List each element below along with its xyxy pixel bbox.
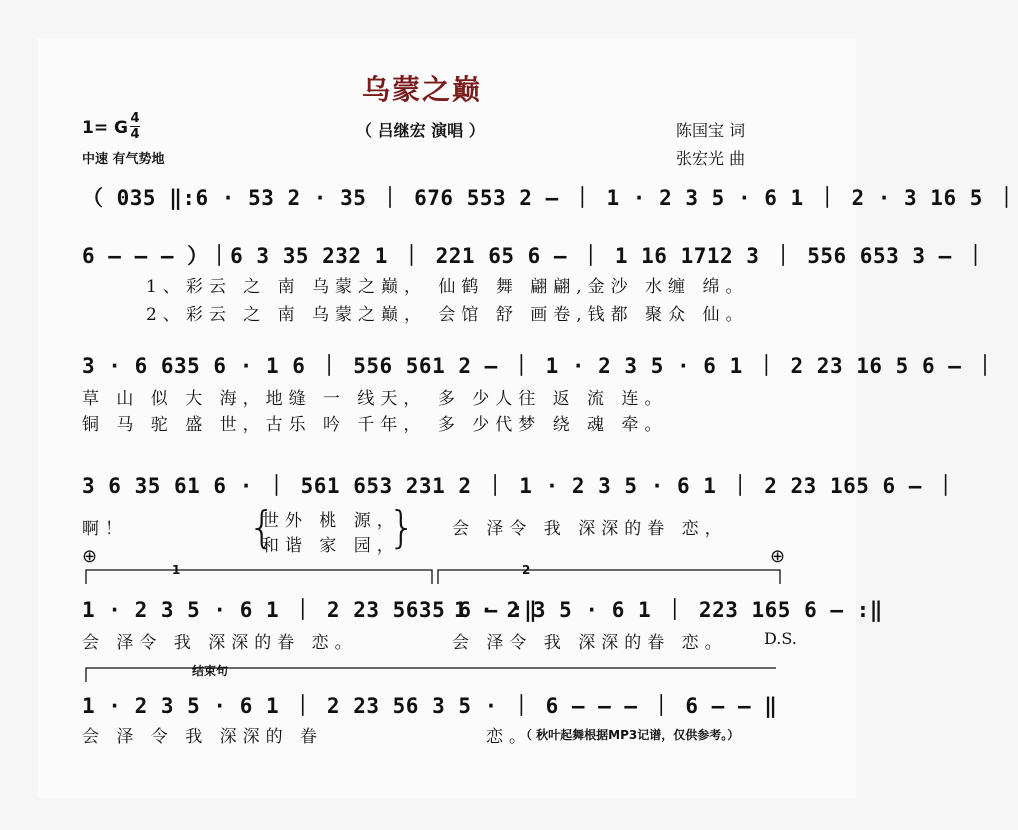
score-line-6: 1 · 2 3 5 · 6 1 ｜ 2 23 56 3 5 · ｜ 6 – – – ｜ 6 – – ‖ (82, 694, 778, 718)
time-signature-bottom: 4 (130, 127, 140, 142)
lyric-line-5-right: 会 泽令 我 深深的眷 恋。 (452, 633, 728, 653)
score-line-1: （ 035 ‖:6 · 53 2 · 35 ｜ 676 553 2 – ｜ 1 · 2 3 5 · 6 1 ｜ 2 · 3 16 5 ｜ (82, 186, 1018, 210)
lyric-line-5-left: 会 泽令 我 深深的眷 恋。 (82, 633, 358, 653)
bracket-lyric-1: 世外 桃 源， (262, 511, 400, 531)
key-label: 1= G (82, 118, 128, 138)
composer-credit: 张宏光 曲 (676, 149, 746, 168)
lyric-line-2-verse-1: 1、彩云 之 南 乌蒙之巅， 仙鹤 舞 翩翩,金沙 水缠 绵。 (146, 277, 749, 297)
ending-label: 结束句 (192, 664, 229, 678)
score-line-2: 6 – – – ）｜6 3 35 232 1 ｜ 221 65 6 – ｜ 1 16 1712 3 ｜ 556 653 3 – ｜ (82, 244, 987, 268)
volta-1-bracket (86, 570, 432, 584)
score-line-4: 3 6 35 61 6 · ｜ 561 653 231 2 ｜ 1 · 2 3 5 · 6 1 ｜ 2 23 165 6 – ｜ (82, 474, 957, 498)
bracket-left: { (248, 502, 276, 553)
volta-2-bracket (438, 570, 780, 584)
performer-line: （ 吕继宏 演唱 ） (356, 121, 485, 140)
lyric-line-6-end: 恋。 (486, 727, 532, 747)
score-line-5-right: 1 · 2 3 5 · 6 1 ｜ 223 165 6 – :‖ (454, 598, 883, 622)
score-line-3: 3 · 6 635 6 · 1 6 ｜ 556 561 2 – ｜ 1 · 2 3 5 · 6 1 ｜ 2 23 16 5 6 – ｜ (82, 354, 997, 378)
volta-2-label: 2 (522, 563, 531, 577)
lyric-line-2-verse-2: 2、彩云 之 南 乌蒙之巅， 会馆 舒 画卷,钱都 聚众 仙。 (146, 305, 749, 325)
lyric-line-4-exclaim: 啊！ (82, 519, 128, 539)
lyric-line-3-verse-1: 草 山 似 大 海，地缝 一 线天， 多 少人往 返 流 连。 (82, 389, 668, 409)
lyric-line-3-verse-2: 铜 马 驼 盛 世，古乐 吟 千年， 多 少代梦 绕 魂 牵。 (82, 415, 668, 435)
lyricist-credit: 陈国宝 词 (676, 121, 746, 140)
ds-marking: D.S. (764, 629, 797, 648)
lyric-line-4-right: 会 泽令 我 深深的眷 恋， (452, 519, 728, 539)
coda-sign-left: ⊕ (82, 546, 98, 567)
tempo-marking: 中速 有气势地 (82, 152, 165, 167)
lyric-line-6: 会 泽 令 我 深深的 眷 (82, 727, 324, 747)
time-signature-top: 4 (130, 111, 140, 126)
transcription-note: （ 秋叶起舞根据MP3记谱，仅供参考。） (520, 728, 740, 742)
score-line-5-left: 1 · 2 3 5 · 6 1 ｜ 2 23 5635 6 – :‖ (82, 598, 538, 622)
coda-sign-right: ⊕ (770, 546, 786, 567)
ending-bracket (86, 668, 776, 682)
bracket-right: } (388, 502, 416, 553)
volta-1-label: 1 (172, 563, 181, 577)
song-title: 乌蒙之巅 (362, 73, 483, 106)
bracket-lyric-2: 和谐 家 园， (262, 536, 400, 556)
